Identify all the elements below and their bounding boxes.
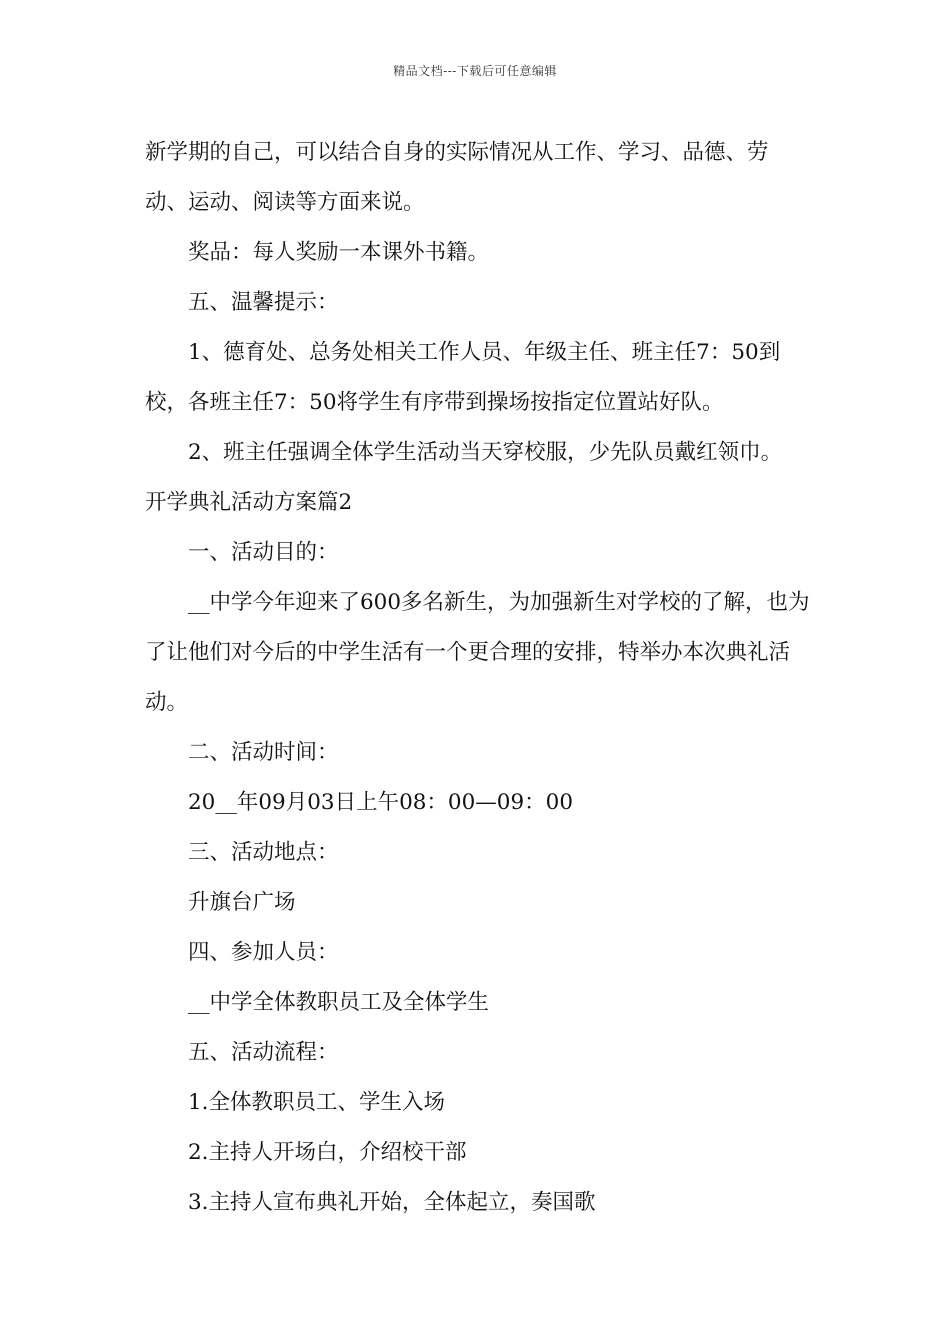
article-title: 开学典礼活动方案篇2 [145,490,353,515]
paragraph: 2、班主任强调全体学生活动当天穿校服，少先队员戴红领巾。 [188,440,783,465]
paragraph: 1、德育处、总务处相关工作人员、年级主任、班主任7：50到校，各班主任7：50将学生有序带到操场按指定位置站好队。 [145,340,781,415]
list-item: 3.主持人宣布典礼开始，全体起立，奏国歌 [188,1190,596,1215]
paragraph: 20__年09月03日上午08：00—09：00 [188,790,574,815]
page-header: 精品文档---下载后可任意编辑 [393,64,557,78]
list-item: 2.主持人开场白，介绍校干部 [188,1140,467,1165]
section-heading: 一、活动目的： [188,540,339,565]
paragraph: __中学今年迎来了600多名新生，为加强新生对学校的了解，也为了让他们对今后的中学生活有一个更合理的安排，特举办本次典礼活动。 [145,590,810,715]
paragraph: __中学全体教职员工及全体学生 [188,990,490,1015]
paragraph: 奖品：每人奖励一本课外书籍。 [188,240,490,265]
section-heading: 二、活动时间： [188,740,339,765]
section-heading: 五、活动流程： [188,1040,339,1065]
paragraph: 升旗台广场 [188,890,296,915]
document-body [145,128,810,1228]
section-heading: 三、活动地点： [188,840,339,865]
list-item: 1.全体教职员工、学生入场 [188,1090,446,1115]
paragraph: 新学期的自己，可以结合自身的实际情况从工作、学习、品德、劳动、运动、阅读等方面来说。 [145,140,769,215]
section-heading: 四、参加人员： [188,940,339,965]
section-heading: 五、温馨提示： [188,290,339,315]
